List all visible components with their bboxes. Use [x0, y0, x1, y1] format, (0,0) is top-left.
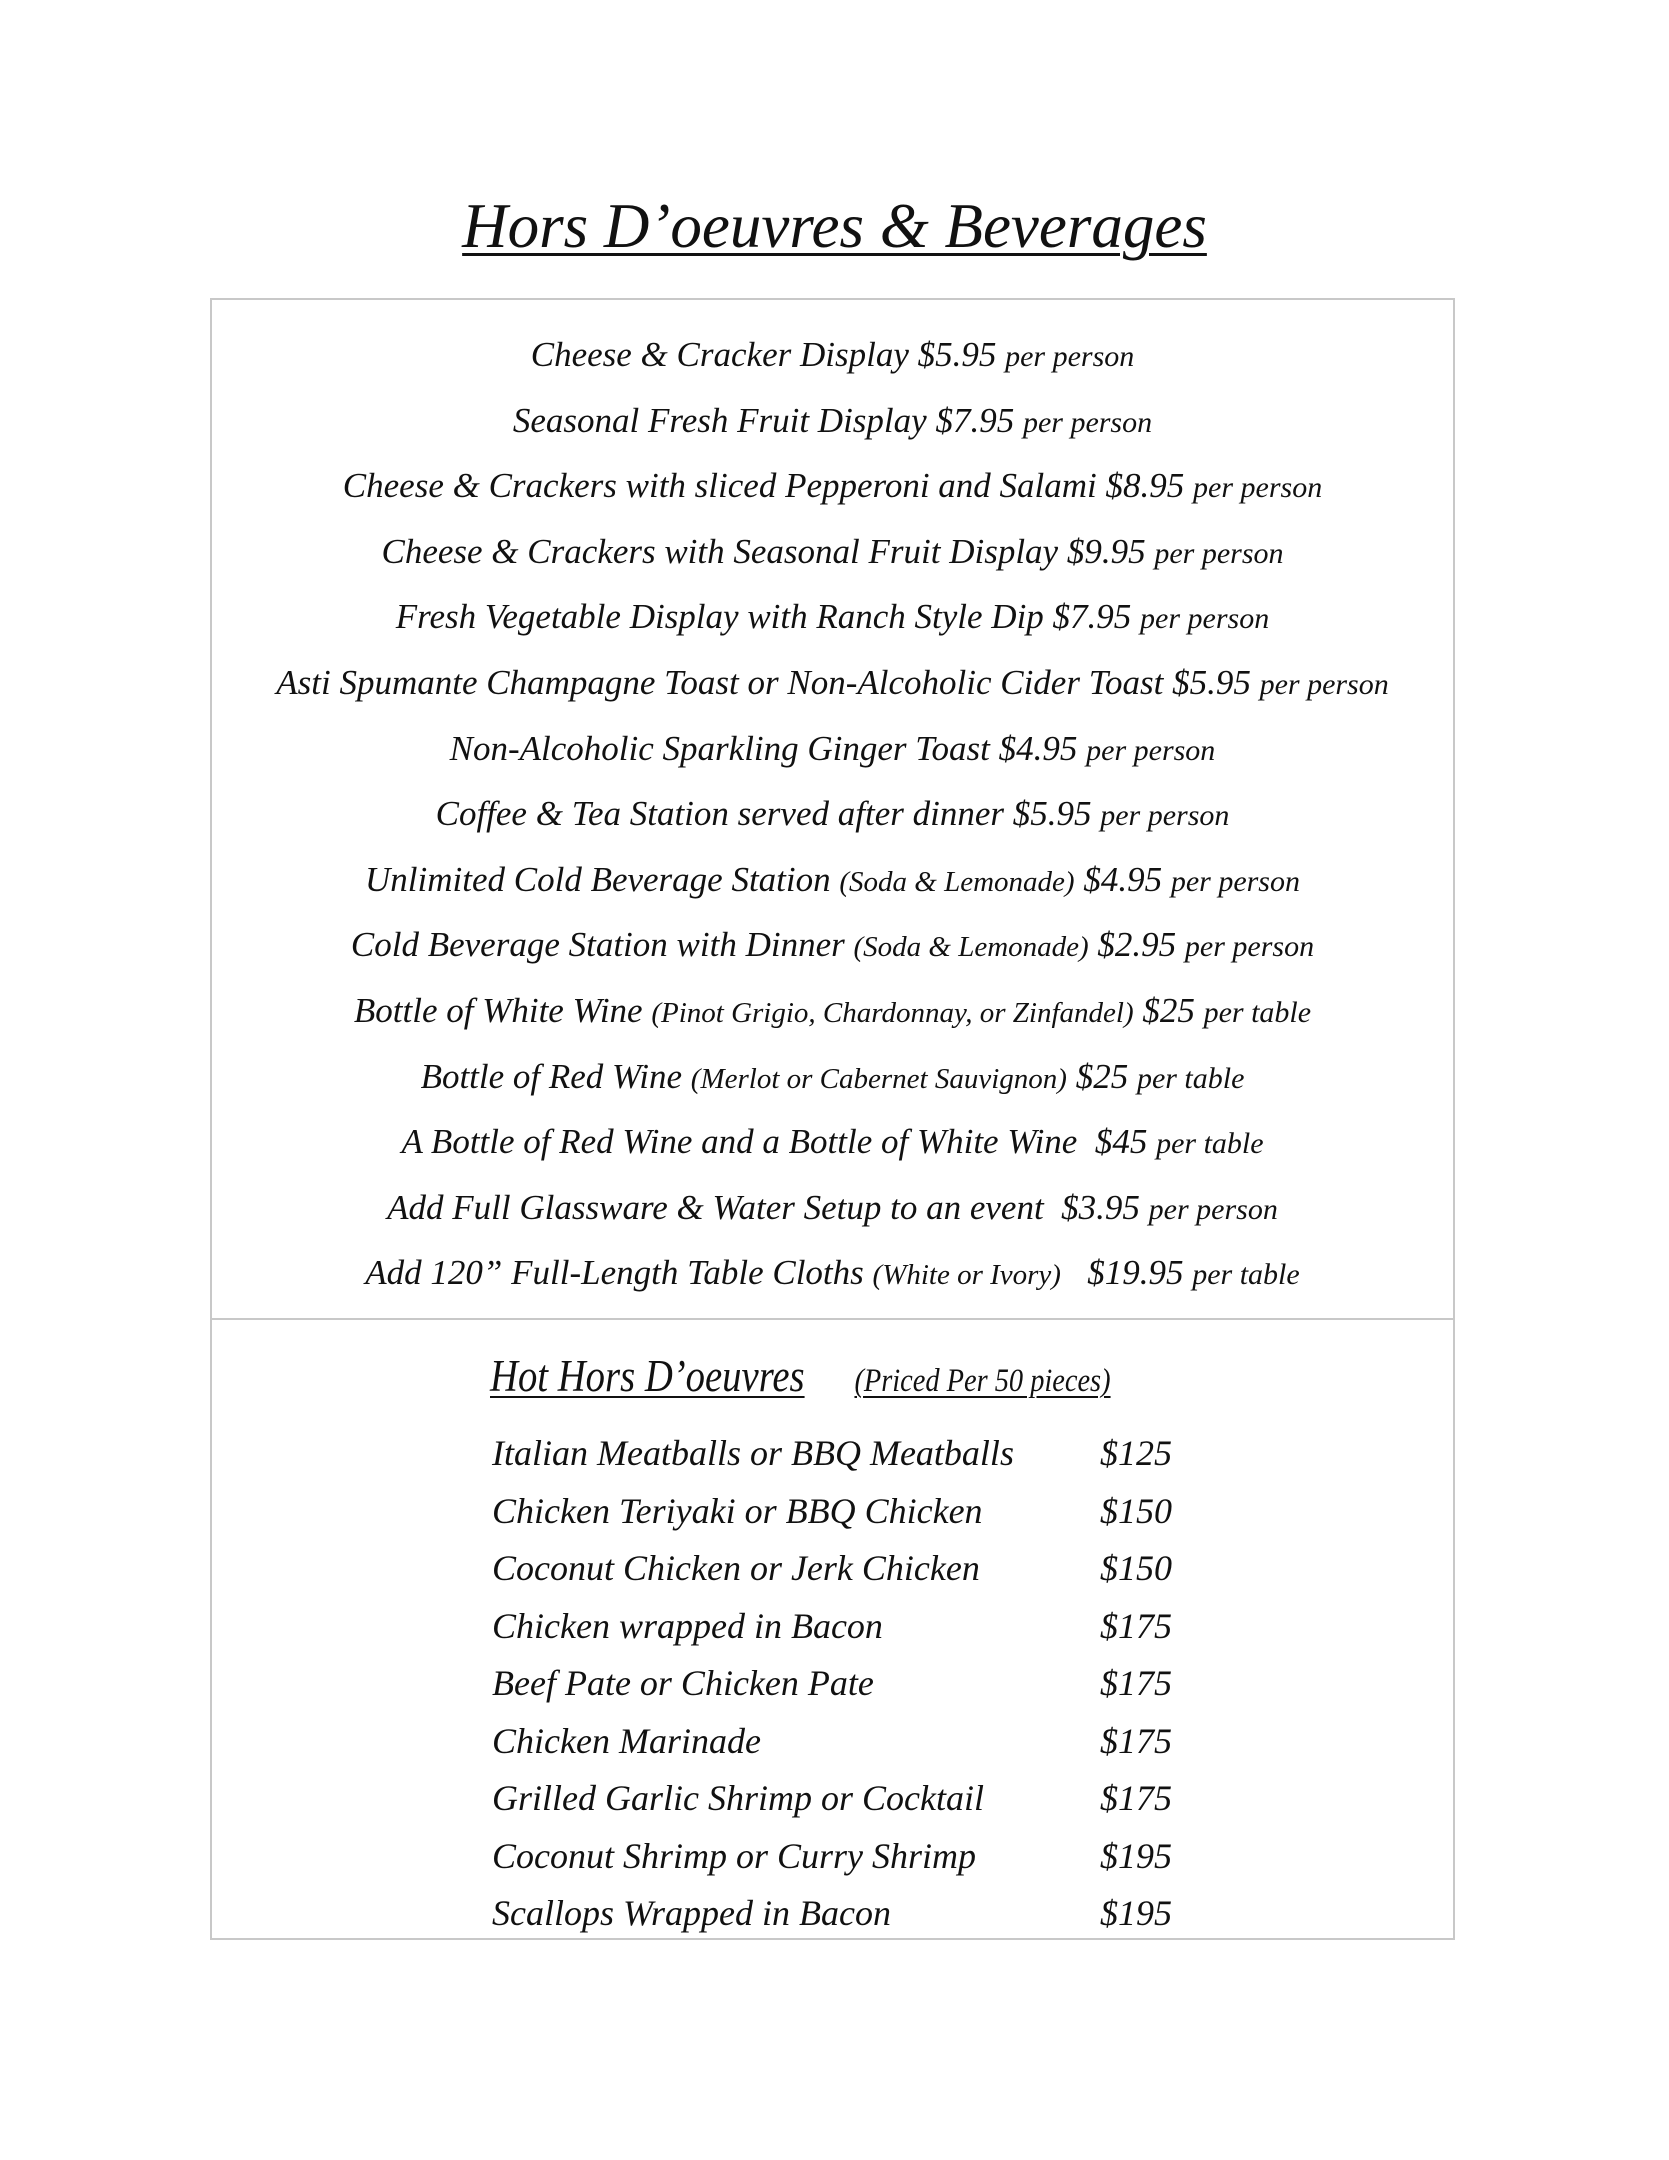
item-name: Non-Alcoholic Sparkling Ginger Toast: [449, 728, 990, 768]
item-unit: per person: [1148, 1192, 1278, 1226]
hot-menu-item: [492, 1425, 1212, 1483]
hot-item-price: $195: [1100, 1835, 1172, 1876]
item-unit: per table: [1203, 995, 1312, 1029]
item-name: Seasonal Fresh Fruit Display: [512, 400, 927, 440]
hot-item-price: $175: [1100, 1720, 1172, 1761]
item-name: Bottle of White Wine: [353, 990, 643, 1030]
item-price: $4.95: [998, 728, 1078, 768]
item-name: Cheese & Cracker Display: [530, 335, 909, 374]
item-note: (Soda & Lemonade): [839, 865, 1075, 898]
item-unit: per person: [1259, 667, 1389, 701]
item-name: Asti Spumante Champagne Toast or Non-Alcoholic Cider Toast: [276, 662, 1164, 702]
hot-item-name: Scallops Wrapped in Bacon: [492, 1893, 891, 1933]
item-price: $25: [1075, 1056, 1129, 1096]
hot-section-header: [490, 1346, 1111, 1411]
hot-item-price: $150: [1100, 1548, 1172, 1588]
hot-menu-item: [492, 1770, 1212, 1828]
item-price: $8.95: [1105, 466, 1185, 506]
hot-item-price: $125: [1100, 1433, 1172, 1473]
menu-item: [212, 912, 1453, 978]
hot-item-name: Chicken Teriyaki or BBQ Chicken: [492, 1490, 983, 1531]
hot-item-price: $195: [1100, 1893, 1172, 1933]
item-price: $25: [1142, 990, 1195, 1030]
menu-item: [212, 978, 1453, 1044]
item-name: Add Full Glassware & Water Setup to an event: [387, 1187, 1044, 1227]
hot-items-list: [492, 1425, 1212, 1943]
item-name: Cold Beverage Station with Dinner: [350, 925, 845, 965]
item-note: (Soda & Lemonade): [853, 931, 1089, 964]
menu-item: [212, 519, 1453, 585]
item-price: $7.95: [1052, 597, 1132, 637]
item-name: Coffee & Tea Station served after dinner: [435, 794, 1004, 834]
hot-item-name: Chicken Marinade: [492, 1720, 761, 1761]
item-name: Add 120” Full-Length Table Cloths: [365, 1253, 864, 1293]
menu-item: [212, 584, 1453, 650]
page-title: Hors D’oeuvres & Beverages: [462, 191, 1207, 261]
menu-item: [212, 716, 1453, 782]
hot-menu-item: [492, 1540, 1212, 1598]
hot-item-name: Beef Pate or Chicken Pate: [492, 1663, 874, 1703]
menu-item: [212, 847, 1453, 913]
item-price: $19.95: [1087, 1253, 1184, 1293]
hot-menu-item: [492, 1655, 1212, 1713]
hot-menu-item: [492, 1828, 1212, 1886]
item-price: $7.95: [935, 400, 1015, 440]
item-unit: per table: [1192, 1258, 1300, 1292]
menu-item: [212, 453, 1453, 519]
item-note: (Pinot Grigio, Chardonnay, or Zinfandel): [651, 996, 1134, 1029]
hot-section-title: Hot Hors D’oeuvres: [490, 1351, 805, 1401]
menu-item: [212, 781, 1453, 847]
item-name: Bottle of Red Wine: [420, 1056, 683, 1096]
hot-item-price: $175: [1100, 1778, 1172, 1818]
item-unit: per person: [1005, 340, 1135, 373]
item-name: Cheese & Crackers with Seasonal Fruit Display: [381, 531, 1059, 571]
item-unit: per person: [1154, 536, 1284, 570]
item-unit: per person: [1022, 405, 1153, 439]
item-unit: per person: [1100, 799, 1230, 833]
menu-item: [212, 388, 1453, 454]
item-unit: per person: [1193, 471, 1323, 505]
hot-item-price: $175: [1100, 1605, 1172, 1646]
menu-item: [212, 1175, 1453, 1241]
item-price: $2.95: [1097, 925, 1177, 965]
item-note: (White or Ivory): [872, 1259, 1061, 1292]
hot-menu-item: [492, 1483, 1212, 1541]
menu-item: [212, 322, 1453, 388]
item-price: $4.95: [1083, 859, 1163, 899]
displays-and-beverages-section: [212, 300, 1453, 1320]
item-unit: per person: [1140, 602, 1270, 636]
hot-item-name: Italian Meatballs or BBQ Meatballs: [492, 1433, 1014, 1473]
item-price: $45: [1094, 1122, 1148, 1162]
hot-item-price: $175: [1100, 1663, 1172, 1703]
item-price: $5.95: [917, 335, 997, 374]
menu-item: [212, 650, 1453, 716]
menu-item: [212, 1044, 1453, 1110]
hot-item-name: Coconut Chicken or Jerk Chicken: [492, 1548, 980, 1588]
item-unit: per table: [1156, 1127, 1264, 1161]
hot-menu-item: [492, 1713, 1212, 1771]
item-price: $3.95: [1061, 1187, 1140, 1227]
item-price: $9.95: [1066, 531, 1146, 571]
item-name: Unlimited Cold Beverage Station: [365, 859, 831, 899]
item-unit: per person: [1184, 930, 1315, 964]
menu-item: [212, 1240, 1453, 1306]
item-unit: per person: [1170, 864, 1300, 898]
hot-section-subtitle: (Priced Per 50 pieces): [854, 1363, 1111, 1399]
item-price: $5.95: [1172, 662, 1251, 702]
hot-menu-item: [492, 1885, 1212, 1943]
item-name: A Bottle of Red Wine and a Bottle of White Wine: [401, 1122, 1078, 1162]
item-name: Cheese & Crackers with sliced Pepperoni and Salami: [342, 466, 1097, 506]
hot-menu-item: [492, 1598, 1212, 1656]
item-unit: per person: [1086, 733, 1216, 767]
hot-item-name: Coconut Shrimp or Curry Shrimp: [492, 1835, 977, 1876]
hot-item-price: $150: [1100, 1490, 1172, 1531]
displays-and-beverages-list: [212, 322, 1453, 1306]
menu-item: [212, 1109, 1453, 1175]
item-unit: per table: [1136, 1061, 1245, 1095]
hot-item-name: Chicken wrapped in Bacon: [492, 1605, 883, 1646]
item-price: $5.95: [1012, 794, 1092, 834]
item-note: (Merlot or Cabernet Sauvignon): [690, 1062, 1067, 1095]
item-name: Fresh Vegetable Display with Ranch Style Dip: [395, 597, 1044, 637]
menu-box: [210, 298, 1455, 1940]
hot-item-name: Grilled Garlic Shrimp or Cocktail: [492, 1778, 984, 1818]
